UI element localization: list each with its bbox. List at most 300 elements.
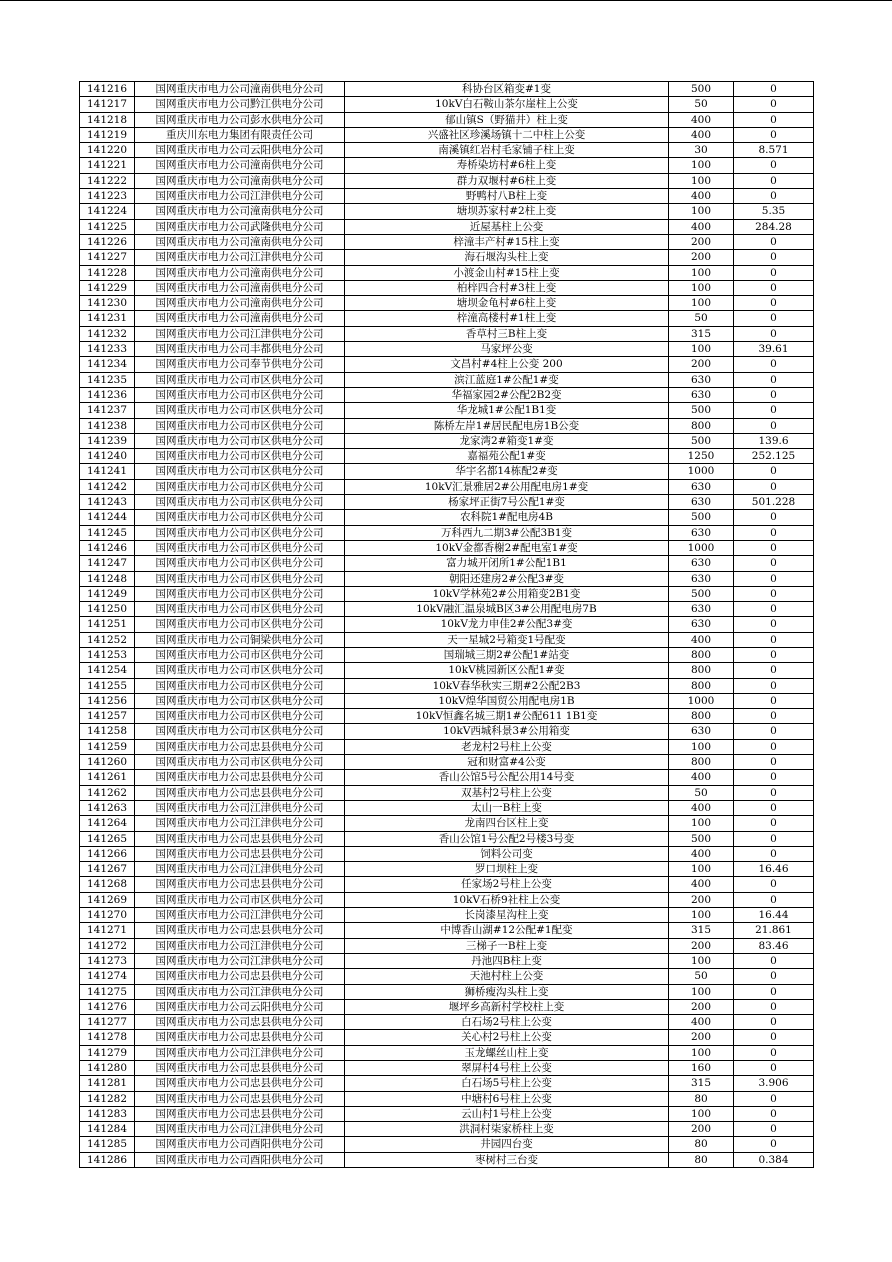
table-row — [80, 449, 814, 464]
value-cell: 39.61 — [734, 342, 814, 357]
table-row — [80, 540, 814, 555]
capacity-cell: 100 — [669, 984, 734, 999]
row-id-cell: 141273 — [80, 953, 135, 968]
station-cell: 天一星城2号箱变1号配变 — [345, 632, 669, 647]
value-cell: 0 — [734, 311, 814, 326]
row-id-cell: 141263 — [80, 800, 135, 815]
company-cell: 国网重庆市电力公司市区供电分公司 — [135, 678, 345, 693]
capacity-cell: 500 — [669, 510, 734, 525]
value-cell: 0.384 — [734, 1152, 814, 1167]
table-row — [80, 158, 814, 173]
row-id-cell: 141282 — [80, 1091, 135, 1106]
table-body — [80, 82, 814, 1168]
table-row — [80, 372, 814, 387]
table-row — [80, 984, 814, 999]
company-cell: 国网重庆市电力公司市区供电分公司 — [135, 449, 345, 464]
table-row — [80, 250, 814, 265]
capacity-cell: 800 — [669, 647, 734, 662]
row-id-cell: 141271 — [80, 923, 135, 938]
company-cell: 国网重庆市电力公司潼南供电分公司 — [135, 280, 345, 295]
value-cell: 252.125 — [734, 449, 814, 464]
station-cell: 10kV煌华国贸公用配电房1B — [345, 693, 669, 708]
value-cell: 0 — [734, 82, 814, 97]
table-row — [80, 877, 814, 892]
capacity-cell: 80 — [669, 1091, 734, 1106]
value-cell: 139.6 — [734, 433, 814, 448]
capacity-cell: 400 — [669, 846, 734, 861]
table-row — [80, 831, 814, 846]
station-cell: 老龙村2号柱上公变 — [345, 739, 669, 754]
capacity-cell: 100 — [669, 862, 734, 877]
value-cell: 0 — [734, 97, 814, 112]
value-cell: 0 — [734, 525, 814, 540]
capacity-cell: 100 — [669, 953, 734, 968]
value-cell: 0 — [734, 602, 814, 617]
company-cell: 国网重庆市电力公司江津供电分公司 — [135, 1122, 345, 1137]
station-cell: 香山公馆5号公配公用14号变 — [345, 770, 669, 785]
row-id-cell: 141266 — [80, 846, 135, 861]
capacity-cell: 630 — [669, 602, 734, 617]
capacity-cell: 630 — [669, 372, 734, 387]
company-cell: 国网重庆市电力公司江津供电分公司 — [135, 326, 345, 341]
station-cell: 国瑞城三期2#公配1#站变 — [345, 647, 669, 662]
value-cell: 0 — [734, 510, 814, 525]
company-cell: 国网重庆市电力公司彭水供电分公司 — [135, 112, 345, 127]
row-id-cell: 141276 — [80, 999, 135, 1014]
capacity-cell: 100 — [669, 739, 734, 754]
table-row — [80, 724, 814, 739]
company-cell: 国网重庆市电力公司市区供电分公司 — [135, 647, 345, 662]
capacity-cell: 630 — [669, 479, 734, 494]
company-cell: 国网重庆市电力公司市区供电分公司 — [135, 586, 345, 601]
value-cell: 0 — [734, 785, 814, 800]
value-cell: 0 — [734, 1045, 814, 1060]
capacity-cell: 100 — [669, 265, 734, 280]
station-cell: 10kV桃园新区公配1#变 — [345, 663, 669, 678]
value-cell: 0 — [734, 663, 814, 678]
capacity-cell: 500 — [669, 586, 734, 601]
value-cell: 0 — [734, 831, 814, 846]
company-cell: 国网重庆市电力公司云阳供电分公司 — [135, 143, 345, 158]
capacity-cell: 400 — [669, 800, 734, 815]
row-id-cell: 141272 — [80, 938, 135, 953]
station-cell: 白石场2号柱上公变 — [345, 1015, 669, 1030]
company-cell: 国网重庆市电力公司潼南供电分公司 — [135, 158, 345, 173]
table-row — [80, 923, 814, 938]
company-cell: 国网重庆市电力公司江津供电分公司 — [135, 816, 345, 831]
row-id-cell: 141237 — [80, 403, 135, 418]
company-cell: 国网重庆市电力公司忠县供电分公司 — [135, 1030, 345, 1045]
company-cell: 国网重庆市电力公司江津供电分公司 — [135, 1045, 345, 1060]
value-cell: 0 — [734, 984, 814, 999]
company-cell: 国网重庆市电力公司江津供电分公司 — [135, 862, 345, 877]
station-cell: 双基村2号柱上公变 — [345, 785, 669, 800]
capacity-cell: 200 — [669, 234, 734, 249]
capacity-cell: 800 — [669, 709, 734, 724]
station-cell: 10kV龙力申佳2#公配3#变 — [345, 617, 669, 632]
station-cell: 香山公馆1号公配2号楼3号变 — [345, 831, 669, 846]
capacity-cell: 315 — [669, 326, 734, 341]
capacity-cell: 1000 — [669, 464, 734, 479]
station-cell: 丹池四B柱上变 — [345, 953, 669, 968]
capacity-cell: 630 — [669, 724, 734, 739]
row-id-cell: 141223 — [80, 189, 135, 204]
station-cell: 郁山镇S（野猫井）柱上变 — [345, 112, 669, 127]
value-cell: 0 — [734, 647, 814, 662]
value-cell: 0 — [734, 127, 814, 142]
row-id-cell: 141239 — [80, 433, 135, 448]
table-row — [80, 326, 814, 341]
value-cell: 0 — [734, 296, 814, 311]
company-cell: 国网重庆市电力公司市区供电分公司 — [135, 433, 345, 448]
table-row — [80, 403, 814, 418]
row-id-cell: 141243 — [80, 495, 135, 510]
capacity-cell: 800 — [669, 418, 734, 433]
company-cell: 国网重庆市电力公司武隆供电分公司 — [135, 219, 345, 234]
table-row — [80, 571, 814, 586]
station-cell: 枣树村三台变 — [345, 1152, 669, 1167]
company-cell: 国网重庆市电力公司忠县供电分公司 — [135, 1015, 345, 1030]
station-cell: 翠屏村4号柱上公变 — [345, 1061, 669, 1076]
table-row — [80, 770, 814, 785]
value-cell: 0 — [734, 556, 814, 571]
station-cell: 杨家坪正街7号公配1#变 — [345, 495, 669, 510]
table-row — [80, 862, 814, 877]
capacity-cell: 500 — [669, 403, 734, 418]
table-row — [80, 1152, 814, 1167]
value-cell: 0 — [734, 1015, 814, 1030]
row-id-cell: 141248 — [80, 571, 135, 586]
table-row — [80, 632, 814, 647]
table-row — [80, 311, 814, 326]
table-row — [80, 265, 814, 280]
row-id-cell: 141257 — [80, 709, 135, 724]
row-id-cell: 141286 — [80, 1152, 135, 1167]
company-cell: 国网重庆市电力公司市区供电分公司 — [135, 540, 345, 555]
table-row — [80, 387, 814, 402]
capacity-cell: 500 — [669, 82, 734, 97]
value-cell: 16.46 — [734, 862, 814, 877]
table-row — [80, 1137, 814, 1152]
table-row — [80, 1106, 814, 1121]
value-cell: 0 — [734, 800, 814, 815]
table-row — [80, 969, 814, 984]
capacity-cell: 315 — [669, 1076, 734, 1091]
row-id-cell: 141220 — [80, 143, 135, 158]
station-cell: 三梯子一B柱上变 — [345, 938, 669, 953]
company-cell: 国网重庆市电力公司潼南供电分公司 — [135, 82, 345, 97]
station-cell: 华龙城1#公配1B1变 — [345, 403, 669, 418]
row-id-cell: 141246 — [80, 540, 135, 555]
capacity-cell: 800 — [669, 755, 734, 770]
capacity-cell: 50 — [669, 97, 734, 112]
table-row — [80, 296, 814, 311]
company-cell: 国网重庆市电力公司忠县供电分公司 — [135, 739, 345, 754]
row-id-cell: 141255 — [80, 678, 135, 693]
value-cell: 0 — [734, 816, 814, 831]
company-cell: 国网重庆市电力公司市区供电分公司 — [135, 755, 345, 770]
row-id-cell: 141217 — [80, 97, 135, 112]
company-cell: 国网重庆市电力公司市区供电分公司 — [135, 464, 345, 479]
table-row — [80, 647, 814, 662]
table-row — [80, 479, 814, 494]
table-row — [80, 1076, 814, 1091]
capacity-cell: 100 — [669, 1045, 734, 1060]
company-cell: 国网重庆市电力公司潼南供电分公司 — [135, 311, 345, 326]
table-row — [80, 189, 814, 204]
value-cell: 0 — [734, 387, 814, 402]
row-id-cell: 141274 — [80, 969, 135, 984]
capacity-cell: 100 — [669, 908, 734, 923]
company-cell: 国网重庆市电力公司市区供电分公司 — [135, 617, 345, 632]
station-cell: 冠和财富#4公变 — [345, 755, 669, 770]
company-cell: 国网重庆市电力公司潼南供电分公司 — [135, 173, 345, 188]
value-cell: 284.28 — [734, 219, 814, 234]
table-row — [80, 846, 814, 861]
value-cell: 0 — [734, 571, 814, 586]
company-cell: 国网重庆市电力公司市区供电分公司 — [135, 479, 345, 494]
row-id-cell: 141233 — [80, 342, 135, 357]
row-id-cell: 141244 — [80, 510, 135, 525]
row-id-cell: 141229 — [80, 280, 135, 295]
station-cell: 滨江蓝庭1#公配1#变 — [345, 372, 669, 387]
capacity-cell: 200 — [669, 892, 734, 907]
table-row — [80, 1030, 814, 1045]
station-cell: 云山村1号柱上公变 — [345, 1106, 669, 1121]
company-cell: 国网重庆市电力公司忠县供电分公司 — [135, 923, 345, 938]
row-id-cell: 141216 — [80, 82, 135, 97]
company-cell: 国网重庆市电力公司丰都供电分公司 — [135, 342, 345, 357]
capacity-cell: 100 — [669, 816, 734, 831]
value-cell: 0 — [734, 357, 814, 372]
row-id-cell: 141249 — [80, 586, 135, 601]
capacity-cell: 100 — [669, 204, 734, 219]
row-id-cell: 141261 — [80, 770, 135, 785]
station-cell: 狮桥瘦沟头柱上变 — [345, 984, 669, 999]
capacity-cell: 500 — [669, 831, 734, 846]
company-cell: 国网重庆市电力公司江津供电分公司 — [135, 984, 345, 999]
station-cell: 群力双堰村#6柱上变 — [345, 173, 669, 188]
table-row — [80, 678, 814, 693]
station-cell: 堰坪乡高新村学校柱上变 — [345, 999, 669, 1014]
value-cell: 0 — [734, 1061, 814, 1076]
station-cell: 塘坝金龟村#6柱上变 — [345, 296, 669, 311]
company-cell: 国网重庆市电力公司酉阳供电分公司 — [135, 1152, 345, 1167]
table-row — [80, 97, 814, 112]
table-row — [80, 204, 814, 219]
company-cell: 国网重庆市电力公司市区供电分公司 — [135, 556, 345, 571]
row-id-cell: 141236 — [80, 387, 135, 402]
company-cell: 国网重庆市电力公司忠县供电分公司 — [135, 846, 345, 861]
capacity-cell: 630 — [669, 556, 734, 571]
capacity-cell: 100 — [669, 158, 734, 173]
row-id-cell: 141238 — [80, 418, 135, 433]
value-cell: 0 — [734, 234, 814, 249]
station-cell: 朝阳还建房2#公配3#变 — [345, 571, 669, 586]
company-cell: 国网重庆市电力公司市区供电分公司 — [135, 663, 345, 678]
row-id-cell: 141270 — [80, 908, 135, 923]
capacity-cell: 630 — [669, 571, 734, 586]
row-id-cell: 141247 — [80, 556, 135, 571]
capacity-cell: 200 — [669, 357, 734, 372]
station-cell: 农科院1#配电房4B — [345, 510, 669, 525]
capacity-cell: 200 — [669, 938, 734, 953]
row-id-cell: 141284 — [80, 1122, 135, 1137]
table-row — [80, 342, 814, 357]
value-cell: 0 — [734, 158, 814, 173]
value-cell: 0 — [734, 724, 814, 739]
value-cell: 0 — [734, 678, 814, 693]
company-cell: 国网重庆市电力公司潼南供电分公司 — [135, 296, 345, 311]
value-cell: 0 — [734, 877, 814, 892]
company-cell: 国网重庆市电力公司江津供电分公司 — [135, 800, 345, 815]
capacity-cell: 200 — [669, 1030, 734, 1045]
capacity-cell: 200 — [669, 1122, 734, 1137]
row-id-cell: 141269 — [80, 892, 135, 907]
table-row — [80, 908, 814, 923]
capacity-cell: 800 — [669, 663, 734, 678]
station-cell: 科协台区箱变#1变 — [345, 82, 669, 97]
company-cell: 国网重庆市电力公司铜梁供电分公司 — [135, 632, 345, 647]
table-row — [80, 556, 814, 571]
company-cell: 国网重庆市电力公司酉阳供电分公司 — [135, 1137, 345, 1152]
company-cell: 国网重庆市电力公司忠县供电分公司 — [135, 877, 345, 892]
table-row — [80, 1045, 814, 1060]
value-cell: 0 — [734, 112, 814, 127]
value-cell: 0 — [734, 693, 814, 708]
company-cell: 国网重庆市电力公司市区供电分公司 — [135, 693, 345, 708]
row-id-cell: 141265 — [80, 831, 135, 846]
capacity-cell: 315 — [669, 923, 734, 938]
company-cell: 国网重庆市电力公司市区供电分公司 — [135, 510, 345, 525]
value-cell: 0 — [734, 1106, 814, 1121]
station-cell: 塘坝苏家村#2柱上变 — [345, 204, 669, 219]
row-id-cell: 141230 — [80, 296, 135, 311]
table-row — [80, 617, 814, 632]
value-cell: 0 — [734, 969, 814, 984]
capacity-cell: 630 — [669, 525, 734, 540]
station-cell: 10kV金都香榭2#配电室1#变 — [345, 540, 669, 555]
company-cell: 国网重庆市电力公司江津供电分公司 — [135, 908, 345, 923]
row-id-cell: 141226 — [80, 234, 135, 249]
station-cell: 10kV学林苑2#公用箱变2B1变 — [345, 586, 669, 601]
row-id-cell: 141232 — [80, 326, 135, 341]
row-id-cell: 141235 — [80, 372, 135, 387]
station-cell: 玉龙螺丝山柱上变 — [345, 1045, 669, 1060]
row-id-cell: 141260 — [80, 755, 135, 770]
company-cell: 国网重庆市电力公司江津供电分公司 — [135, 189, 345, 204]
capacity-cell: 100 — [669, 342, 734, 357]
row-id-cell: 141281 — [80, 1076, 135, 1091]
capacity-cell: 1250 — [669, 449, 734, 464]
company-cell: 国网重庆市电力公司忠县供电分公司 — [135, 770, 345, 785]
table-row — [80, 1061, 814, 1076]
page-top-rule — [0, 0, 892, 1]
company-cell: 国网重庆市电力公司潼南供电分公司 — [135, 234, 345, 249]
row-id-cell: 141224 — [80, 204, 135, 219]
value-cell: 21.861 — [734, 923, 814, 938]
capacity-cell: 1000 — [669, 540, 734, 555]
row-id-cell: 141283 — [80, 1106, 135, 1121]
row-id-cell: 141219 — [80, 127, 135, 142]
row-id-cell: 141250 — [80, 602, 135, 617]
station-cell: 天池村柱上公变 — [345, 969, 669, 984]
capacity-cell: 630 — [669, 617, 734, 632]
table-row — [80, 82, 814, 97]
company-cell: 国网重庆市电力公司江津供电分公司 — [135, 953, 345, 968]
station-cell: 10kV石桥9社柱上公变 — [345, 892, 669, 907]
table-row — [80, 709, 814, 724]
station-cell: 陈桥左岸1#居民配电房1B公变 — [345, 418, 669, 433]
company-cell: 国网重庆市电力公司潼南供电分公司 — [135, 204, 345, 219]
value-cell: 16.44 — [734, 908, 814, 923]
company-cell: 重庆川东电力集团有限责任公司 — [135, 127, 345, 142]
row-id-cell: 141280 — [80, 1061, 135, 1076]
company-cell: 国网重庆市电力公司忠县供电分公司 — [135, 785, 345, 800]
company-cell: 国网重庆市电力公司江津供电分公司 — [135, 250, 345, 265]
company-cell: 国网重庆市电力公司市区供电分公司 — [135, 571, 345, 586]
table-row — [80, 1091, 814, 1106]
value-cell: 0 — [734, 999, 814, 1014]
capacity-cell: 200 — [669, 999, 734, 1014]
capacity-cell: 50 — [669, 311, 734, 326]
value-cell: 0 — [734, 1091, 814, 1106]
capacity-cell: 500 — [669, 433, 734, 448]
capacity-cell: 1000 — [669, 693, 734, 708]
station-cell: 白石场5号柱上公变 — [345, 1076, 669, 1091]
company-cell: 国网重庆市电力公司忠县供电分公司 — [135, 1106, 345, 1121]
value-cell: 0 — [734, 250, 814, 265]
value-cell: 501.228 — [734, 495, 814, 510]
company-cell: 国网重庆市电力公司市区供电分公司 — [135, 495, 345, 510]
table-row — [80, 953, 814, 968]
row-id-cell: 141228 — [80, 265, 135, 280]
value-cell: 0 — [734, 173, 814, 188]
table-row — [80, 938, 814, 953]
company-cell: 国网重庆市电力公司忠县供电分公司 — [135, 1061, 345, 1076]
station-cell: 10kV白石鞍山茶尔崖柱上公变 — [345, 97, 669, 112]
capacity-cell: 100 — [669, 173, 734, 188]
value-cell: 0 — [734, 617, 814, 632]
row-id-cell: 141234 — [80, 357, 135, 372]
row-id-cell: 141225 — [80, 219, 135, 234]
value-cell: 0 — [734, 418, 814, 433]
value-cell: 0 — [734, 892, 814, 907]
table-row — [80, 800, 814, 815]
row-id-cell: 141227 — [80, 250, 135, 265]
value-cell: 0 — [734, 953, 814, 968]
table-row — [80, 816, 814, 831]
row-id-cell: 141231 — [80, 311, 135, 326]
station-cell: 龙家湾2#箱变1#变 — [345, 433, 669, 448]
row-id-cell: 141285 — [80, 1137, 135, 1152]
row-id-cell: 141258 — [80, 724, 135, 739]
row-id-cell: 141278 — [80, 1030, 135, 1045]
company-cell: 国网重庆市电力公司市区供电分公司 — [135, 372, 345, 387]
station-cell: 兴盛社区珍溪场镇十二中柱上公变 — [345, 127, 669, 142]
value-cell: 0 — [734, 280, 814, 295]
station-cell: 10kV恒鑫名城三期1#公配611 1B1变 — [345, 709, 669, 724]
station-cell: 10kV融汇温泉城B区3#公用配电房7B — [345, 602, 669, 617]
value-cell: 0 — [734, 479, 814, 494]
value-cell: 0 — [734, 1030, 814, 1045]
company-cell: 国网重庆市电力公司云阳供电分公司 — [135, 999, 345, 1014]
station-cell: 长岗漆星沟柱上变 — [345, 908, 669, 923]
station-cell: 洪洞村柒家桥柱上变 — [345, 1122, 669, 1137]
station-cell: 万科西九二期3#公配3B1变 — [345, 525, 669, 540]
station-cell: 太山一B柱上变 — [345, 800, 669, 815]
row-id-cell: 141221 — [80, 158, 135, 173]
